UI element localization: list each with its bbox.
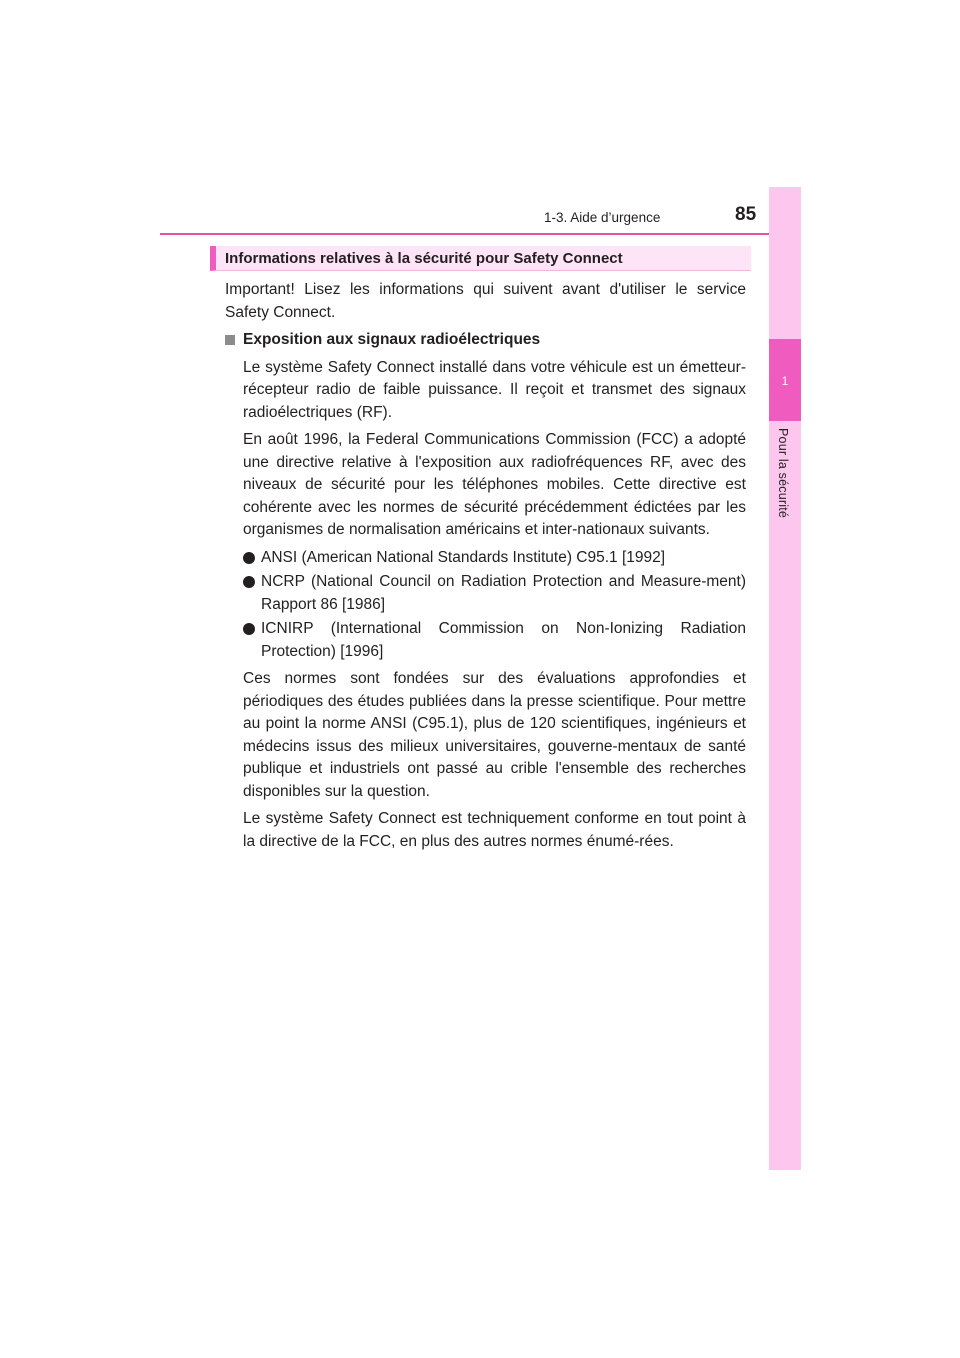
- section-heading-text: Informations relatives à la sécurité pour Safety Connect: [225, 250, 623, 267]
- list-item: [243, 571, 746, 616]
- paragraph: Le système Safety Connect installé dans votre véhicule est un émetteur-récepteur radio de faible puissance. Il reçoit et transmet des signaux radioélectriques (RF).: [243, 358, 746, 421]
- intro-paragraph: Important! Lisez les informations qui suivent avant d'utiliser le service Safety Connect.: [225, 281, 746, 321]
- chapter-number: 1: [781, 374, 789, 388]
- subheading: [225, 329, 746, 352]
- section-heading: [210, 246, 751, 271]
- square-bullet-icon: [225, 335, 235, 345]
- list-item-text: ANSI (American National Standards Institute) C95.1 [1992]: [261, 548, 666, 566]
- paragraph: En août 1996, la Federal Communications Commission (FCC) a adopté une directive relative à l'exposition aux radiofréquences RF, avec des niveaux de sécurité pour les téléphones mobiles. Cette directive est cohérente avec les normes de sécurité précédemment édictées par les organismes de normalisation américains et inter-nationaux suivants.: [243, 431, 746, 538]
- list-item-text: ICNIRP (International Commission on Non-Ionizing Radiation Protection) [1996]: [261, 620, 746, 660]
- list-item: [243, 547, 746, 570]
- paragraph: Ces normes sont fondées sur des évaluations approfondies et périodiques des études publiées dans la presse scientifique. Pour mettre au point la norme ANSI (C95.1), plus de 120 scientifiques, ingénieurs et médecins issus des milieux universitaires, gouverne-mentaux de santé publique et industriels ont passé au crible l'ensemble des recherches disponibles sur la question.: [243, 670, 746, 800]
- content: [225, 279, 746, 858]
- standards-list: [243, 547, 746, 664]
- page-number: 85: [735, 204, 757, 225]
- bullet-icon: [243, 576, 255, 588]
- side-tab: [769, 187, 801, 1170]
- header-rule: [160, 233, 801, 235]
- list-item: [243, 618, 746, 663]
- paragraph: Le système Safety Connect est techniquement conforme en tout point à la directive de la FCC, en plus des autres normes énumé-rées.: [243, 810, 746, 850]
- chapter-title: Pour la sécurité: [776, 428, 790, 519]
- bullet-icon: [243, 552, 255, 564]
- bullet-icon: [243, 623, 255, 635]
- header-section-title: 1-3. Aide d’urgence: [544, 210, 661, 225]
- list-item-text: NCRP (National Council on Radiation Protection and Measure-ment) Rapport 86 [1986]: [261, 573, 746, 613]
- subheading-text: Exposition aux signaux radioélectriques: [243, 331, 541, 348]
